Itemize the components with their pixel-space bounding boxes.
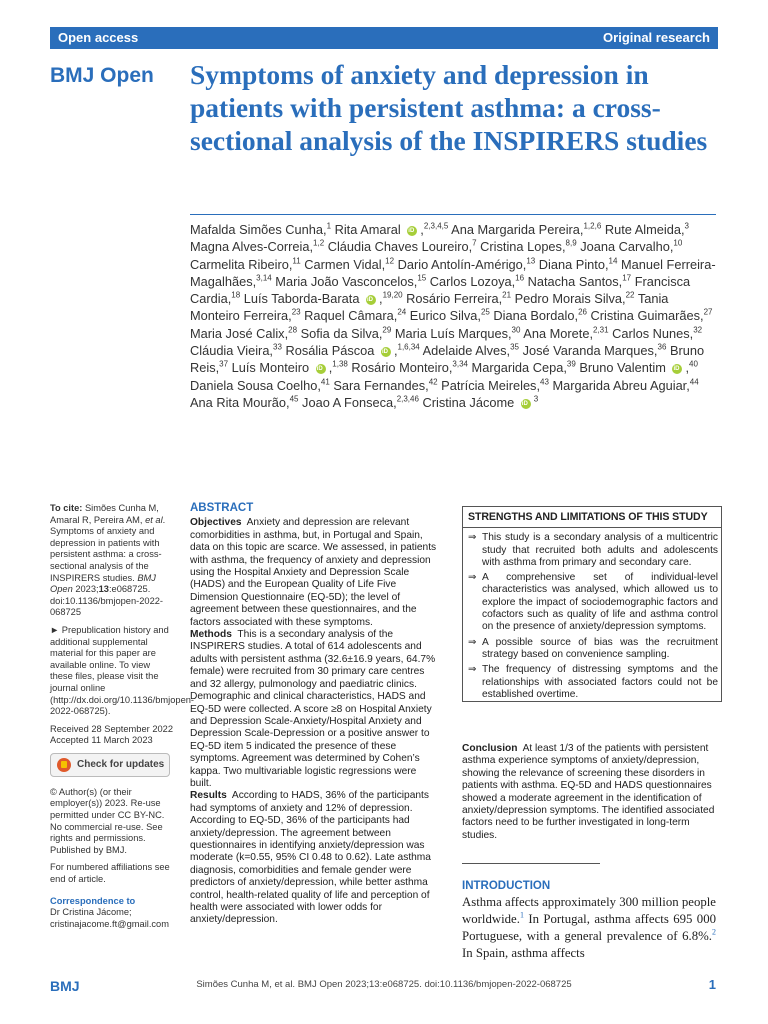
orcid-icon[interactable] <box>316 364 326 374</box>
received-date: Received 28 September 2022 <box>50 723 174 734</box>
prepub-note[interactable]: ► Prepublication history and additional supplemental material for this paper are available online. To view these files, please visit the journal online (http://dx.doi.org/10.1136/bmjopen-2022-068725). <box>50 624 195 717</box>
orcid-icon[interactable] <box>521 399 531 409</box>
strength-item: ⇒ A comprehensive set of individual-level characteristics was analysed, which allowed us to explore the impact of sociodemographic factors and cofactors such as quality of life and asthma control on the presence of anxiety/depression symptoms. <box>468 572 718 633</box>
arrow-icon: ⇒ <box>468 664 477 676</box>
introduction-text: Asthma affects approximately 300 million people worldwide.$^1$ In Portugal, asthma affects 695 000 Portuguese, with a general prevalence of 6.8%.$^2$ In Spain, asthma affects <box>462 895 716 960</box>
correspondence-label: Correspondence to <box>50 895 136 906</box>
abstract-results: Results According to HADS, 36% of the participants had symptoms of anxiety and 12% of depression. According to EQ-5D, 36% of the participants had anxiety/depression. The agreement between questionnaires in identifying anxiety/depression was moderate (k=0.55, 95% CI 0.48 to 0.62). Late asthma diagnosis, comorbidities and female gender were predictors of anxiety/depression, while better asthma control, health-related quality of life and perception of health were associated with lower odds for anxiety/depression. <box>190 790 431 926</box>
arrow-icon: ⇒ <box>468 572 477 584</box>
article-type-label: Original research <box>603 30 710 45</box>
cite-block: To cite: Simões Cunha M, Amaral R, Pereira AM, et al. Symptoms of anxiety and depression in patients with persistent asthma: a cross-sectional analysis of the INSPIRERS studies. BMJ Open 2023;13:e068725. doi:10.1136/bmjopen-2022-068725 <box>50 503 166 618</box>
copyright-note: © Author(s) (or their employer(s)) 2023. Re-use permitted under CC BY-NC. No commercial re-use. See rights and permissions. Published by BMJ. <box>50 786 165 855</box>
header-bar <box>50 27 718 49</box>
abstract-conclusion: Conclusion At least 1/3 of the patients with persistent asthma experience symptoms of anxiety/depression, showing the relevance of screening these disorders in patients with asthma. EQ-5D and HADS questionnaires showed a moderate agreement in the identification of anxiety/depression symptoms. The identified associated factors need to be further investigated in long-term studies. <box>462 743 715 841</box>
bookmark-icon <box>57 758 71 772</box>
affiliations-note: For numbered affiliations see end of article. <box>50 862 170 885</box>
correspondence-email[interactable]: cristinajacome.ft@gmail.com <box>50 918 169 929</box>
orcid-icon[interactable] <box>366 295 376 305</box>
check-updates-button[interactable] <box>50 753 170 777</box>
check-updates-label: Check for updates <box>77 759 165 771</box>
abstract-heading: ABSTRACT <box>190 502 254 514</box>
open-access-label: Open access <box>58 30 139 45</box>
orcid-icon[interactable] <box>381 347 391 357</box>
strengths-heading: STRENGTHS AND LIMITATIONS OF THIS STUDY <box>468 511 708 523</box>
arrow-icon: ⇒ <box>468 636 477 648</box>
bmj-logo: BMJ <box>50 978 80 994</box>
article-title: Symptoms of anxiety and depression in patients with persistent asthma: a cross-sectional analysis of the INSPIRERS studies <box>190 59 708 156</box>
page-number: 1 <box>708 977 716 992</box>
journal-logo: BMJ Open <box>50 64 154 87</box>
orcid-icon[interactable] <box>672 364 682 374</box>
divider <box>462 863 600 864</box>
introduction-heading: INTRODUCTION <box>462 880 551 892</box>
footer-citation: Simões Cunha M, et al. BMJ Open 2023;13:e068725. doi:10.1136/bmjopen-2022-068725 <box>196 979 572 990</box>
correspondence-name: Dr Cristina Jácome; <box>50 907 132 918</box>
limitation-item: ⇒ The frequency of distressing symptoms and the relationships with associated factors could not be established overtime. <box>468 664 718 700</box>
sidebar <box>50 503 195 930</box>
strength-item: ⇒ This study is a secondary analysis of a multicentric study that recruited both adults and adolescents with asthma from primary and secondary care. <box>468 532 718 568</box>
orcid-icon[interactable] <box>407 226 417 236</box>
footer <box>0 975 768 999</box>
abstract-objectives: Objectives Anxiety and depression are relevant comorbidities in asthma, but, in Portugal and Spain, data on this topic are scarce. We assessed, in patients with asthma, the frequency of anxiety and depression using the Hospital Anxiety and Depression Scale (HADS) and the European Quality of Life Five Dimension Questionnaire (EQ-5D); the level of agreement between these questionnaires, and the factors associated with these symptoms. <box>190 517 437 628</box>
arrow-icon: ⇒ <box>468 532 477 544</box>
accepted-date: Accepted 11 March 2023 <box>50 735 153 746</box>
introduction-section <box>462 880 716 962</box>
author-list: Mafalda Simões Cunha,$^1$ Rita Amaral iD,$^{2,3,4,5}$ Ana Margarida Pereira,$^{1,2,6}$ Rute Almeida,$^3$ Magna Alves-Correia,$^{1,2}$ Cláudia Chaves Loureiro,$^7$ Cristina Lopes,$^{8,9}$ Joana Carvalho,$^{10}$ Carmelita Ribeiro,$^{11}$ Carmen Vidal,$^{12}$ Dario Antolín-Amérigo,$^{13}$ Diana Pinto,$^{14}$ Manuel Ferreira-Magalhães,$^{3,14}$ Maria João Vasconcelos,$^{15}$ Carlos Lozoya,$^{16}$ Natacha Santos,$^{17}$ Francisca Cardia,$^{18}$ Luís Taborda-Barata iD,$^{19,20}$ Rosário Ferreira,$^{21}$ Pedro Morais Silva,$^{22}$ Tania Monteiro Ferreira,$^{23}$ Raquel Câmara,$^{24}$ Eurico Silva,$^{25}$ Diana Bordalo,$^{26}$ Cristina Guimarães,$^{27}$ Maria José Calix,$^{28}$ Sofia da Silva,$^{29}$ Maria Luís Marques,$^{30}$ Ana Morete,$^{2,31}$ Carlos Nunes,$^{32}$ Cláudia Vieira,$^{33}$ Rosália Páscoa iD,$^{1,6,34}$ Adelaide Alves,$^{35}$ José Varanda Marques,$^{36}$ Bruno Reis,$^{37}$ Luís Monteiro iD,$^{1,38}$ Rosário Monteiro,$^{3,34}$ Margarida Cepa,$^{39}$ Bruno Valentim iD,$^{40}$ Daniela Sousa Coelho,$^{41}$ Sara Fernandes,$^{42}$ Patrícia Meireles,$^{43}$ Margarida Abreu Aguiar,$^{44}$ Ana Rita Mourão,$^{45}$ Joao A Fonseca,$^{2,3,46}$ Cristina Jácome $iD^3$ <box>190 221 720 411</box>
abstract <box>190 502 438 927</box>
abstract-methods: Methods This is a secondary analysis of the INSPIRERS studies. A total of 614 adolescents and adults with persistent asthma (32.6±16.9 years, 64.7% female) were recruited from 30 primary care centres and 32 allergy, pulmonology and paediatric clinics. Demographic and clinical characteristics, HADS and EQ-5D were collected. A score ≥8 on Hospital Anxiety and Depression Scale-Anxiety/Hospital Anxiety and Depression Scale-Depression or a positive answer to EQ-5D item 5 indicated the presence of these symptoms. Agreement was determined by Cohen’s kappa. Two multivariable logistic regressions were built. <box>190 629 436 789</box>
limitation-item: ⇒ A possible source of bias was the recruitment strategy based on convenience sampling. <box>468 636 718 660</box>
strengths-limitations-box <box>462 506 722 702</box>
divider <box>190 214 716 215</box>
